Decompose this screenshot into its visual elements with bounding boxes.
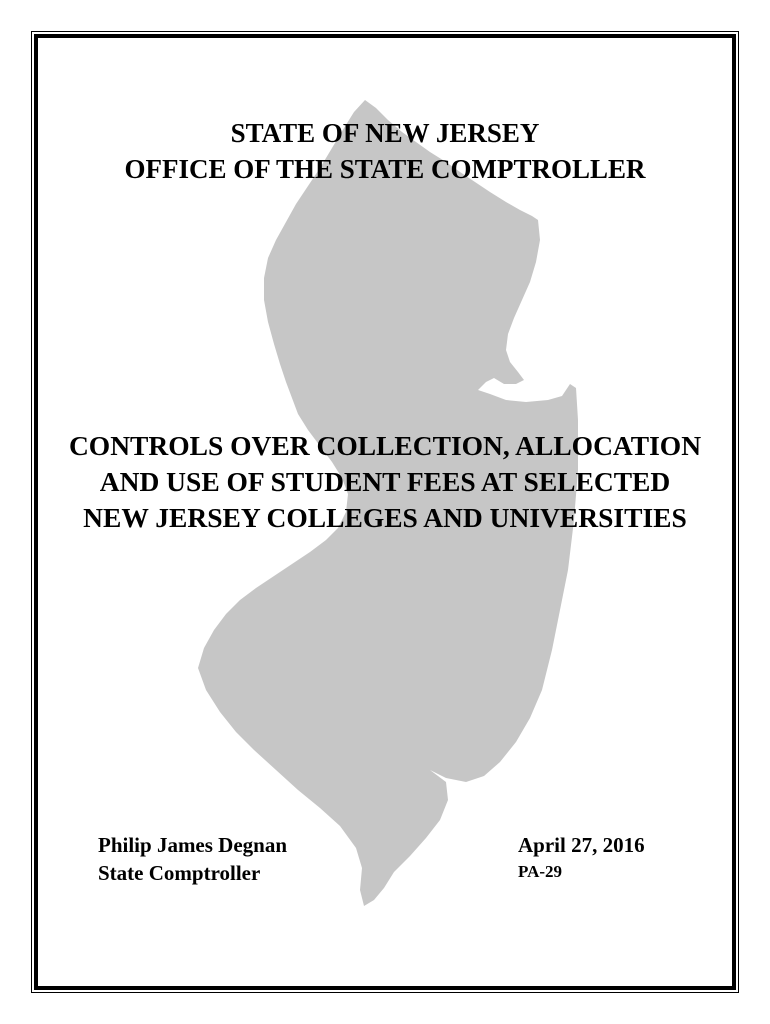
- signature-block: [98, 831, 287, 887]
- signer-name: Philip James Degnan: [98, 833, 288, 857]
- report-id: PA-29: [518, 862, 563, 881]
- agency-header: [0, 115, 770, 187]
- state-name: STATE OF NEW JERSEY: [230, 118, 540, 148]
- report-title: [0, 428, 770, 536]
- signer-role: State Comptroller: [98, 861, 261, 885]
- report-title-line-2: AND USE OF STUDENT FEES AT SELECTED: [99, 466, 671, 497]
- report-title-line-3: NEW JERSEY COLLEGES AND UNIVERSITIES: [83, 502, 687, 533]
- report-date: April 27, 2016: [518, 833, 645, 857]
- office-name: OFFICE OF THE STATE COMPTROLLER: [124, 154, 646, 184]
- report-title-line-1: CONTROLS OVER COLLECTION, ALLOCATION: [68, 430, 702, 461]
